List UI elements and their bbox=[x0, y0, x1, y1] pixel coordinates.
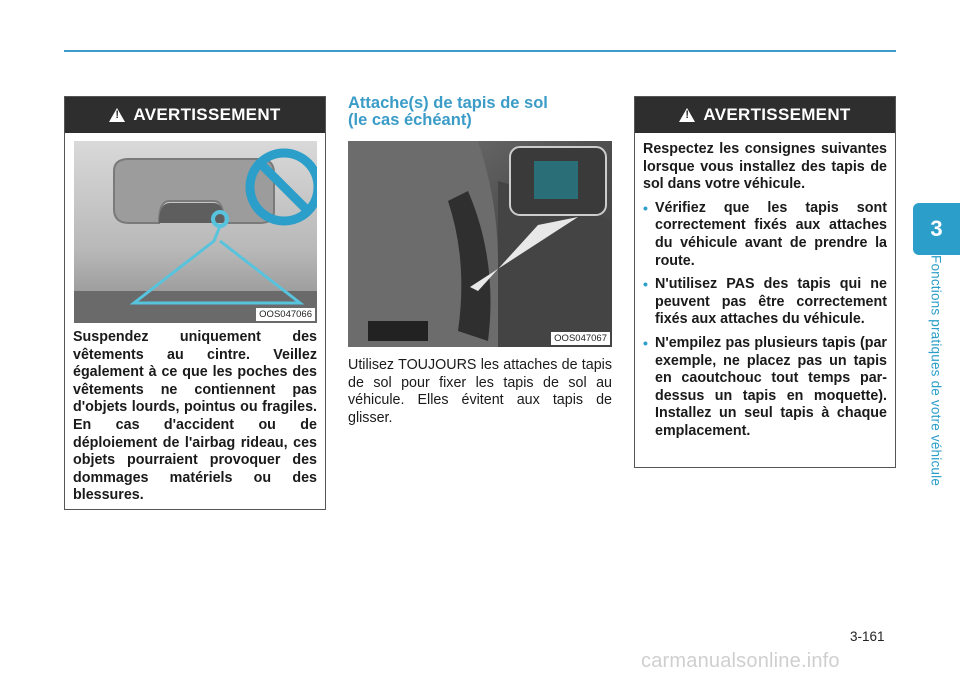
chapter-tab[interactable] bbox=[913, 203, 960, 255]
warning-header-label: AVERTISSEMENT bbox=[133, 105, 281, 124]
warning-triangle-icon bbox=[109, 108, 125, 122]
floor-mat-anchor-illustration bbox=[348, 141, 612, 347]
warning-bullet-text: Vérifiez que les tapis sont correctement fixés aux attaches du véhicule avant de prendre la route. bbox=[655, 199, 887, 269]
figure-code: OOS047067 bbox=[551, 332, 610, 345]
chapter-number: 3 bbox=[930, 216, 943, 241]
figure-code: OOS047066 bbox=[256, 308, 315, 321]
floor-mat-anchor-figure bbox=[348, 141, 612, 347]
warning-box-hanger bbox=[64, 96, 326, 510]
chapter-title: Fonctions pratiques de votre véhicule bbox=[928, 255, 944, 487]
warning-bullet-text: N'utilisez PAS des tapis qui ne peuvent pas être correctement fixés aux attaches du véhicule. bbox=[655, 276, 887, 328]
warning-bullet bbox=[643, 200, 887, 270]
warning-header bbox=[65, 97, 325, 133]
bullet-dot-icon: • bbox=[643, 334, 648, 351]
section-title-line2: (le cas échéant) bbox=[348, 111, 472, 129]
warning-content bbox=[643, 141, 887, 447]
warning-text: Suspendez uniquement des vêtements au cintre. Veillez également à ce que les poches des vêtements ne contiennent pas d'objets lourds, pointus ou fragiles. En cas d'accident ou de déploiement de l'airbag rideau, ces objets pourraient provoquer des dommages matériels ou des blessures. bbox=[73, 329, 317, 504]
warning-bullet-text: N'empilez pas plusieurs tapis (par exemple, ne placez pas un tapis en caoutchouc tout temps par-dessus un tapis en moquette). Installez un seul tapis à chaque emplacement. bbox=[655, 334, 887, 439]
warning-bullet bbox=[643, 276, 887, 329]
section-title-line1: Attache(s) de tapis de sol bbox=[348, 94, 548, 112]
section-body: Utilisez TOUJOURS les attaches de tapis de sol pour fixer les tapis de sol au véhicule. Elles évitent aux tapis de glisser. bbox=[348, 357, 612, 426]
warning-header-label: AVERTISSEMENT bbox=[703, 105, 851, 124]
warning-bullet bbox=[643, 335, 887, 441]
warning-bullet-list bbox=[643, 200, 887, 441]
coat-hanger-illustration bbox=[74, 141, 317, 323]
warning-box-floor-mat bbox=[634, 96, 896, 468]
warning-header bbox=[635, 97, 895, 133]
section-title bbox=[348, 95, 618, 129]
coat-hanger-figure bbox=[74, 141, 317, 323]
bullet-dot-icon: • bbox=[643, 276, 648, 293]
warning-intro: Respectez les consignes suivantes lorsque vous installez des tapis de sol dans votre véhicule. bbox=[643, 141, 887, 193]
bullet-dot-icon: • bbox=[643, 199, 648, 216]
top-rule bbox=[64, 50, 896, 52]
warning-triangle-icon bbox=[679, 108, 695, 122]
page-number: 3-161 bbox=[850, 629, 885, 644]
watermark: carmanualsonline.info bbox=[641, 650, 840, 672]
